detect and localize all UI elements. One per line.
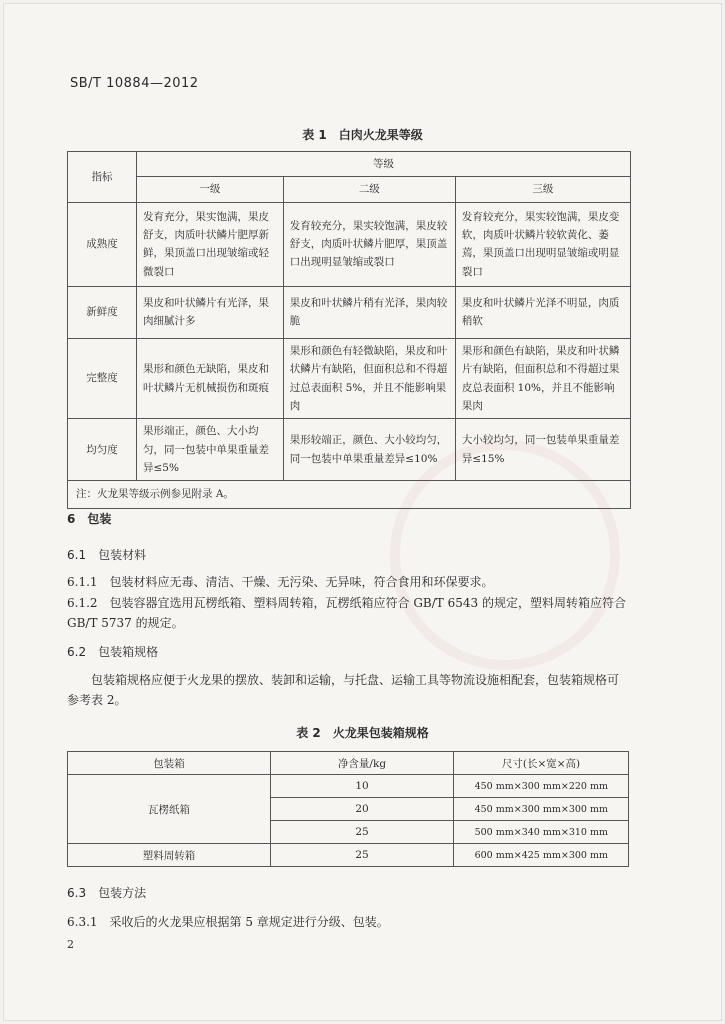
table-cell: 果形较端正，颜色、大小较均匀，同一包装中单果重量差异≤10%: [283, 419, 455, 481]
section-6-1-title: 6.1 包装材料: [67, 548, 147, 562]
clause-6-1-1: 6.1.1 包装材料应无毒、清洁、干燥、无污染、无异味，符合食用和环保要求。: [67, 575, 494, 589]
table-row: [68, 844, 629, 867]
table-cell: 果形端正，颜色、大小均匀，同一包装中单果重量差异≤5%: [137, 419, 284, 481]
table1-caption: 表 1 白肉火龙果等级: [302, 128, 423, 142]
net-cell: 25: [271, 844, 454, 867]
section-6-3-title: 6.3 包装方法: [67, 886, 147, 900]
table-cell: 果形和颜色无缺陷，果皮和叶状鳞片无机械损伤和斑痕: [137, 338, 284, 419]
grade-3-header: 三级: [455, 177, 630, 202]
table-row: [68, 338, 631, 419]
table-cell: 果形和颜色有缺陷，果皮和叶状鳞片有缺陷，但面积总和不得超过果皮总表面积 10%，并且不能影响果肉: [455, 338, 630, 419]
grade-table: [67, 151, 631, 509]
size-cell: 450 mm×300 mm×220 mm: [454, 775, 629, 798]
table-row: [68, 419, 631, 481]
table-row: [68, 481, 631, 508]
table1-note: 注：火龙果等级示例参见附录 A。: [68, 481, 631, 508]
header-cell: 包装箱: [68, 752, 271, 775]
header-cell: 净含量/kg: [271, 752, 454, 775]
row-label: 成熟度: [68, 202, 137, 286]
net-cell: 20: [271, 798, 454, 821]
header-cell: 尺寸(长×宽×高): [454, 752, 629, 775]
table-row: [68, 177, 631, 202]
table-cell: 果皮和叶状鳞片光泽不明显，肉质稍软: [455, 286, 630, 338]
box-type-cell: 塑料周转箱: [68, 844, 271, 867]
net-cell: 25: [271, 821, 454, 844]
row-label: 新鲜度: [68, 286, 137, 338]
clause-6-3-1: 6.3.1 采收后的火龙果应根据第 5 章规定进行分级、包装。: [67, 915, 389, 929]
row-label: 均匀度: [68, 419, 137, 481]
table-cell: 果皮和叶状鳞片有光泽，果肉细腻汁多: [137, 286, 284, 338]
section-6-title: 6 包装: [67, 512, 112, 526]
size-cell: 600 mm×425 mm×300 mm: [454, 844, 629, 867]
grade-1-header: 一级: [137, 177, 284, 202]
table-cell: 发育较充分，果实较饱满，果皮较舒支，肉质叶状鳞片肥厚，果顶盖口出现明显皱缩或裂口: [283, 202, 455, 286]
table2-caption: 表 2 火龙果包装箱规格: [296, 726, 429, 740]
table-row: [68, 152, 631, 177]
table-cell: 发育充分，果实饱满，果皮舒支，肉质叶状鳞片肥厚新鲜，果顶盖口出现皱缩或轻微裂口: [137, 202, 284, 286]
clause-6-2-para: 包装箱规格应便于火龙果的摆放、装卸和运输，与托盘、运输工具等物流设施相配套，包装箱规格可参考表 2。: [67, 673, 620, 707]
indicator-header: 指标: [68, 152, 137, 203]
section-6-2-title: 6.2 包装箱规格: [67, 645, 159, 659]
table-cell: 发育较充分，果实较饱满，果皮变软，肉质叶状鳞片较软黄化、萎蔫，果顶盖口出现明显皱缩或明显裂口: [455, 202, 630, 286]
table-row: [68, 775, 629, 798]
page-number: 2: [67, 938, 74, 951]
table-row: [68, 202, 631, 286]
row-label: 完整度: [68, 338, 137, 419]
box-type-cell: 瓦楞纸箱: [68, 775, 271, 844]
size-cell: 450 mm×300 mm×300 mm: [454, 798, 629, 821]
table-cell: 果皮和叶状鳞片稍有光泽，果肉较脆: [283, 286, 455, 338]
table-cell: 大小较均匀，同一包装单果重量差异≤15%: [455, 419, 630, 481]
net-cell: 10: [271, 775, 454, 798]
table-cell: 果形和颜色有轻微缺陷，果皮和叶状鳞片有缺陷，但面积总和不得超过总表面积 5%，并且不能影响果肉: [283, 338, 455, 419]
packaging-table: [67, 751, 629, 867]
table-row: [68, 286, 631, 338]
table-row: [68, 752, 629, 775]
grade-2-header: 二级: [283, 177, 455, 202]
clause-6-1-2: 6.1.2 包装容器宜选用瓦楞纸箱、塑料周转箱，瓦楞纸箱应符合 GB/T 6543 的规定，塑料周转箱应符合 GB/T 5737 的规定。: [67, 596, 626, 630]
standard-code: SB/T 10884—2012: [70, 76, 199, 91]
size-cell: 500 mm×340 mm×310 mm: [454, 821, 629, 844]
grade-header: 等级: [137, 152, 631, 177]
